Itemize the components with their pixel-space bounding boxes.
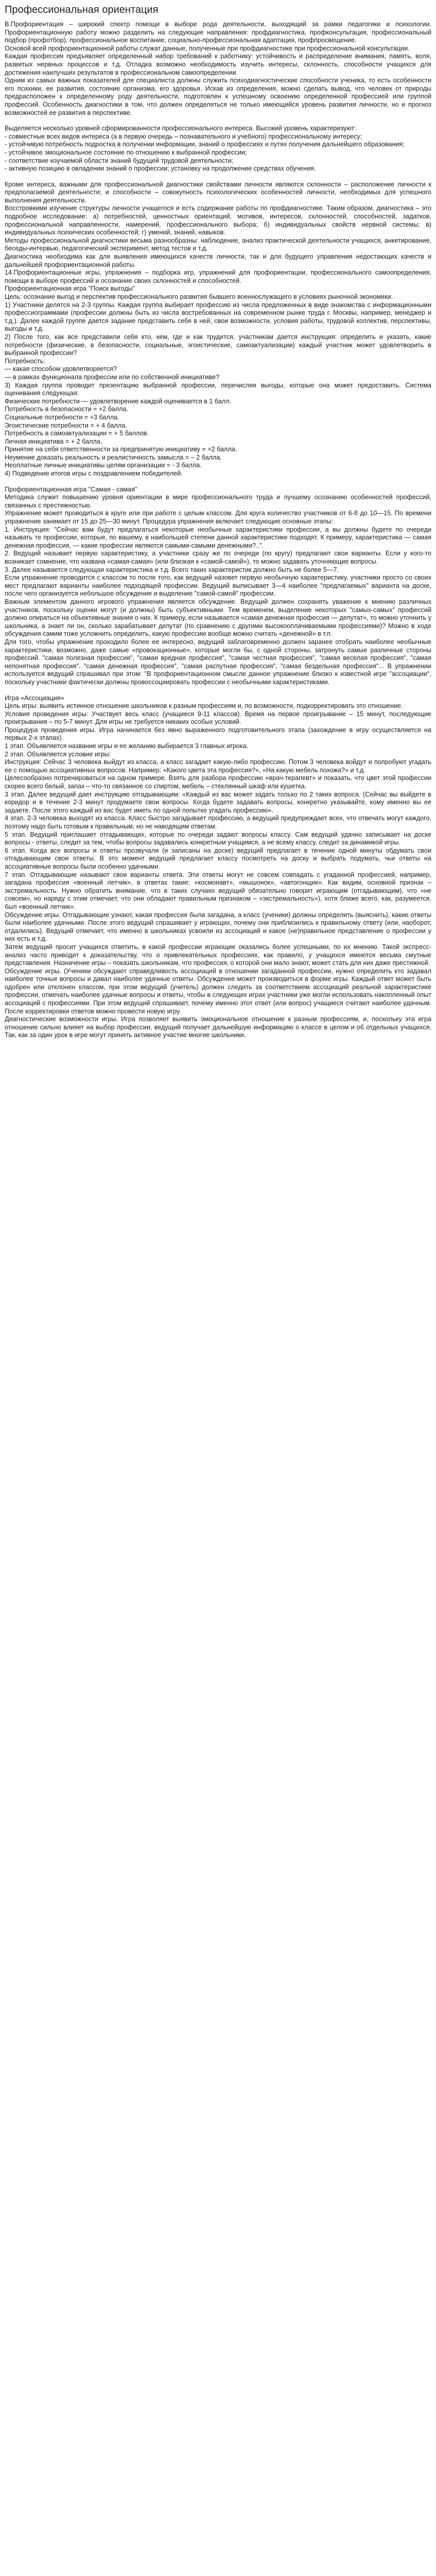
paragraph: Обсуждение игры. Отгадывающие узнают, какая профессия была загадана, а класс (ученики) должны определить (выяснить), какие ответы были наиболее удачными. После этого ведущий спрашивает у играющих, почему они приблизились к правильному ответу (или, наоборот, отдалились). Ведущий отмечает, что именно в школьниках усвоили из ассоциаций и какое (не)правильное представление о профессии у них есть и т.д. (5, 911, 431, 943)
paragraph: Если упражнение проводится с классом то после того, как ведущий назовет первую необычную характеристику, участники просто со своих мест предлагают варианты наиболее подходящей профессии. Ведущий выписывает 3—4 наиболее "предлагаемых" варианта на доске, после чего организуется небольшое обсуждение и выделение "самой-самой" профессии. (5, 574, 431, 598)
paragraph: Профориентационная игра "Поиск выгоды" (5, 285, 135, 293)
paragraph: Обсуждение игры. (Ученики обсуждают справедливость ассоциаций в отношении загаданной профессии, нужно определить кто задавал наиболее точные вопросы и давал наиболее удачные ответы. Обсуждение может производиться в форме игры. Каждый ответ может быть одобрен или отклонен классом, при этом ведущий (учитель) должен следить за соответствием ассоциаций реальной характеристике профессии, отмечать наиболее удачные вопросы и ответы, чтобы в следующих играх участники уже могли использовать накопленный опыт ассоциаций с профессиями. При этом ведущий спрашивает, почему именно этот ответ (или вопрос) учащиеся считают наиболее удачным. После корректировки ответов можно провести новую игру. (5, 967, 431, 1015)
paragraph: 2 этап. Объявляется условие игры: (5, 750, 111, 758)
paragraph: Инструкция: Сейчас 3 человека выйдут из класса, а класс загадает какую-либо профессию. Потом 3 человека войдут и попробуют угадать ее с помощью ассоциативных вопросов. Например: «Какого цвета эта профессия?», «На какую мебель похожа?» и т.д. (5, 758, 431, 774)
paragraph: Игра «Ассоциация» (5, 694, 64, 702)
paragraph-spacer (5, 478, 431, 486)
paragraph: Потребность в безопасности = +2 балла. (5, 405, 128, 413)
paragraph: Каждая профессия предъявляет определенный набор требований к работнику: устойчивость и распределение внимания, память, воля, развитых нервных процессов и т.д. Отладка возможно необходимость изучить интересы, склонность, способности учащихся для достижения наилучших результатов в профессиональном самоопределении. (5, 53, 431, 76)
paragraph: Потребность в самоактуализации = + 5 баллов. (5, 430, 149, 437)
paragraph: - устойчивое эмоциональное состояние по отношению к выбранной профессии; (5, 148, 247, 156)
paragraph: 1) Участники делятся на 2-3 группы. Каждая группа выбирает профессию из числа предложенных в виде знакомства с информационными профессиограммами (профессии должны быть из числа востребованных на современном рынке труда г. Москвы, например, менеджер и т.д.). Далее каждой группе дается задание представить себя в ней, свои возможности, условия работы, трудовой коллектив, перспективы, выгоды и т.д. (5, 301, 431, 333)
paragraph: В.Профориентация – широкий спектр помощи в выборе рода деятельности, выходящий за рамки педагогики и психологии. Профориентационную работу можно разделить на следующие направления: профдиагностика, профконсультация, профессиональный подбор (профотбор), профессиональное воспитание, социально-профессиональная адаптация, профпросвещение. (5, 21, 431, 44)
paragraph: - соответствие изучаемой области знаний будущей трудовой деятельности; (5, 157, 234, 164)
paragraph-spacer (5, 117, 431, 125)
paragraph: 2. Ведущий называет первую характеристику, а участники сразу же по очереди (по кругу) предлагают свои варианты. Если у кого-то возникает сомнение, что названа «самая-самая» (или близкая к «самой-самой»), то можно задавать уточняющие вопросы. (5, 550, 431, 565)
paragraph: 4) Подведение итогов игры с поздравлением победителей. (5, 470, 183, 478)
paragraph: - активную позицию в овладении знаний о профессии; установку на продолжение средствах обучения. (5, 165, 316, 173)
paragraph: Основой всей профориентационной работы служат данные, полученные при профдиагностике при профессиональной консультации. (5, 44, 410, 52)
paragraph: 3 этап. Далее ведущий дает инструкцию отгадывающим: «Каждый из вас может задать только по 2 таких вопроса. (Сейчас вы выйдете в коридор и в течение 2-3 минут продумаете свои вопросы. Когда будете задавать вопросы, конкретно указывайте, кому именно вы ее задаете. После этого каждый из вас будет иметь по одной попытке угадать профессию». (5, 790, 431, 814)
paragraph: 5 этап. Ведущий приглашает отгадывающих, которые по очереди задают вопросы классу. Сам ведущий удачно записывает на доске вопросы - ответы, следит за тем, чтобы вопросы задавались конкретным учащимся, а не всему классу, следит за динамикой игры. (5, 831, 431, 846)
paragraph: Восстровкими изучение структуры личности учащегося и есть содержание работы по профдиагностике. Таким образом, диагностика – это подробное исследование: а) потребностей, ценностных ориентаций, мотивов, интересов, склонностей, способностей, задатков, профессиональной направленности, намерений, профессионального выбора; б) индивидуальных свойств нервной системы; в) индивидуальных психических особенностей; г) умений, знаний, навыков. (5, 205, 431, 236)
paragraph: 6 этап. Когда все вопросы и ответы прозвучали (и записаны на доске) ведущий предлагает в течение одной минуты обдумать свои отгадывающим свои ответы. В это момент ведущий предлагает классу посмотреть на доску и выбрать подумать, чьи ответы на ассоциативные вопросы были особенно удачными. (5, 846, 431, 870)
paragraph: 1 этап. Объявляется название игры и ее желанию выбирается 3 главных игрока. (5, 742, 249, 750)
paragraph: Личная инициатива = + 2 балла. (5, 437, 102, 445)
document (0, 3, 436, 1040)
paragraph: Важным элементом данного игрового упражнения является обсуждение. Ведущий должен сохранять уважение к мнению различных участников, поскольку оценки могут (и должны) быть субъективными. Тем временем, выделение некоторых "самых-самых" профессий должно опираться на объективные знания о них. К примеру, если называется «самая денежная профессия — депутат», то можно уточнить у школьника, а знает ли он, сколько зарабатывает депутат (по сравнению с другими высокооплачиваемыми профессиями)? Можно в ходе обсуждения самим тоже усложнить определить, какую профессию вообще можно считать «денежной» в т.п. (5, 598, 431, 638)
paragraph: Диагностические возможности игры. Игра позволяет выявить эмоциональное отношение к разным профессиям, и, поскольку эта игра отношение сильно влияет на выбор профессии, ведущий получает дальнейшую информацию о классе в целом и об отдельных учащихся. Так, как за один урок в игре могут принять активное участие многие школьники. (5, 1015, 431, 1039)
paragraph: Затем ведущий просит учащихся ответить, в какой профессии играющие оказались более успешными, по их мнению. Такой экспресс-анализ часто приводит к доказательству, что о привлекательных профессиях, как правило, у учащихся имеются весьма смутные представления. Назначение игры – показать школьникам, что профессия, о которой они мало знают, может стать для них даже престижной. (5, 943, 431, 967)
paragraph-spacer (5, 687, 431, 694)
paragraph: 1. Инструкция: "Сейчас вам будут предлагаться некоторые необычные характеристики профессии, а вы должны будете по очереди называть те профессии, которые, по вашему, в наибольшей степени данной характеристике подходят. К примеру, характеристика — самая денежная профессия, — какие профессии являются самыми-самыми денежными?..". (5, 526, 431, 549)
paragraph: Принятие на себя ответственности за предпринятую инициативу = +2 балла. (5, 446, 237, 453)
paragraph: Методика служит повышению уровня ориентации в мире профессионального труда и лучшему осознанию особенностей профессий, связанных с престижностью. (5, 494, 431, 509)
paragraph: 7 этап. Отгадывающие называют свои варианты ответа. Эти ответы могут не совсем совпадать с угаданной профессией, например, загадана профессия «военный летчик», в ответах такие: «космонавт», «мышонок», «автогонщик». Как видим, основной признак – экстремальность. Нужно обратить внимание, что в таких случаях ведущий обязательно говорит играющим (отгадывающим), что «не совсем», но наряду с этим отмечает, что они обладают правильным признаком – «экстремальность»), хотя ближе всего, как, разумеется, был «военный летчик». (5, 871, 431, 910)
page-title: Профессиональная ориентация (5, 4, 159, 15)
paragraph: 3. Далее называется следующая характеристика и т.д. Всего таких характеристик должно быть не более 5—7. (5, 566, 339, 573)
paragraph: Одним из самых важных показателей для специалиста должны служить психодиагностические способности ученика, то есть особенности его психики, ее развития, состояние организма, его здоровья. Искав из определения, можно сделать вывод, что человек от природы предрасположен к определенному роду деятельности, подготовлен к успешному освоению определенной профессией или группой профессий. Особенность диагностики в том, что должен определяться не только имеющийся уровень развития личности, но и прогноз возможностей ее развития в перспективе. (5, 77, 431, 116)
paragraph: Неоплатные личные инициативы целям организации = - 3 балла. (5, 462, 202, 469)
paragraph: — в рамках функционала профессии или по собственной инициативе? (5, 373, 220, 381)
paragraph: Социальные потребности = +3 балла. (5, 413, 119, 421)
paragraph: 4 этап. 2-3 человека выходят из класса. Класс быстро загадывает профессию, а ведущий предупреждает всех, что отвечать могут каждого, поэтому надо быть готовым к правильным, но не наводящим ответам. (5, 815, 431, 830)
paragraph: Выделяется несколько уровней сформированности профессионального интереса. Высокий уровень характеризуют: (5, 125, 356, 132)
paragraph: - совместные всех видов интереса (а в первую очередь – познавательного и учебного) профессиональному интересу; (5, 132, 362, 140)
paragraph: Диагностика необходима как для выявления имеющихся качеств личности, так и для будущего управления недостающих качеств и дальнейшей профориентационной работы. (5, 253, 431, 268)
paragraph: - устойчивую потребность подростка в получении информации, знаний о профессиях и путях получения дальнейшего образования; (5, 141, 405, 148)
paragraph: 3) Каждая группа проводит презентацию выбранной профессии, перечисляя выгоды, которые она может предоставить. Система оценивания следующая: (5, 381, 431, 397)
paragraph: — какая способом удовлетворяется? (5, 365, 117, 373)
paragraph: Целесообразно потренироваться на одном примере. Взять для разбора профессию «врач-терапевт» и показать, что цвет этой профессии скорее всего белый, запах – что-то связанное со спиртом, мебель – стеклянный шкаф или кушетка. (5, 774, 431, 790)
paragraph: Упражнение может проводиться в круге или при работе с целым классом. Для круга количество участников от 6-8 до 10—15. По времени упражнение занимает от 15 до 25—30 минут. Процедура упражнения включает следующие основные этапы: (5, 510, 431, 526)
paragraph: Неумение доказать реальность и реалистичность замысла = – 2 балла. (5, 453, 222, 461)
paragraph: 14.Профориентационные игры, упражнения – подборка игр, упражнений для профориентации, профессионального самоопределения, помощи в выборе профессий и осознание своих склонностей и способностей. (5, 269, 431, 284)
paragraph: Профориентационная игра "Самая - самая" (5, 485, 137, 493)
paragraph: Потребность: (5, 357, 45, 365)
paragraph: Физические потребности — удовлетворение каждой оценивается в 1 балл. (5, 397, 232, 405)
paragraph: 2) После того, как все представили себя кто, кем, где и как трудится, участникам дается инструкция: определить и указать, какие потребности (физические, в безопасности, социальные, эгоистические, самоактуализации) каждый участник может удовлетворить в выбранной профессии? (5, 333, 431, 357)
paragraph: Эгоистические потребности = + 4 балла. (5, 421, 127, 429)
paragraph-spacer (5, 173, 431, 181)
paragraph: Для того, чтобы упражнение проходило более ее интересно, ведущий заблаговременно должен заранее отобрать наиболее необычные характеристики, возможно, даже самые «провокационные», которые могли бы, с одной стороны, затронуть самые различные стороны профессий. "самая полезная профессия", "самая вредная профессия", "самая честная профессия", "самая веселая профессия", "самая непонятная профессия". "самая денежная профессия", "самая распутная профессия", "самая бездельная профессия"... В упражнении используется ведущий спрашивал при этом: "В профориентационном смысле данное упражнение близко к известной игре "ассоциации", поскольку участники фактически должны провоcсоциировать профессии с необычными характеристиками. (5, 638, 431, 686)
paragraph: Цель: осознание выгод и перспектив профессионального развития бывшего военнослужащего в условиях рыночной экономики. (5, 293, 393, 300)
paragraph: Кроме интереса, важными для профессиональной диагностики свойствами личности являются склонности – расположение личности к предполагаемой деятельности; и способности – совокупность психологических особенностей личности, необходимых для успешного выполнения деятельности. (5, 180, 431, 204)
document-body (5, 21, 431, 1040)
paragraph: Цель игры: выявить истинное отношение школьников к разным профессиям и, по возможности, подкорректировать это отношение. (5, 702, 403, 710)
paragraph: Методы профессиональной диагностики весьма разнообразны: наблюдение, анализ практической деятельности учащихся, анкетирование, беседы-интервью, педагогический эксперимент, метод тестов и т.д. (5, 236, 431, 252)
paragraph: Процедура проведения игры. Игра начинается без явно выраженного подготовительного этапа (захождение в игру осуществляется на первых 2-х этапах). (5, 726, 431, 742)
paragraph: Условия проведения игры: Участвует весь класс (учащиеся 9-11 классов). Время на первое проигрывание – 15 минут, последующие проигрывания – по 5-7 минут. Для игры не требуется никаких особых условий. (5, 710, 431, 726)
